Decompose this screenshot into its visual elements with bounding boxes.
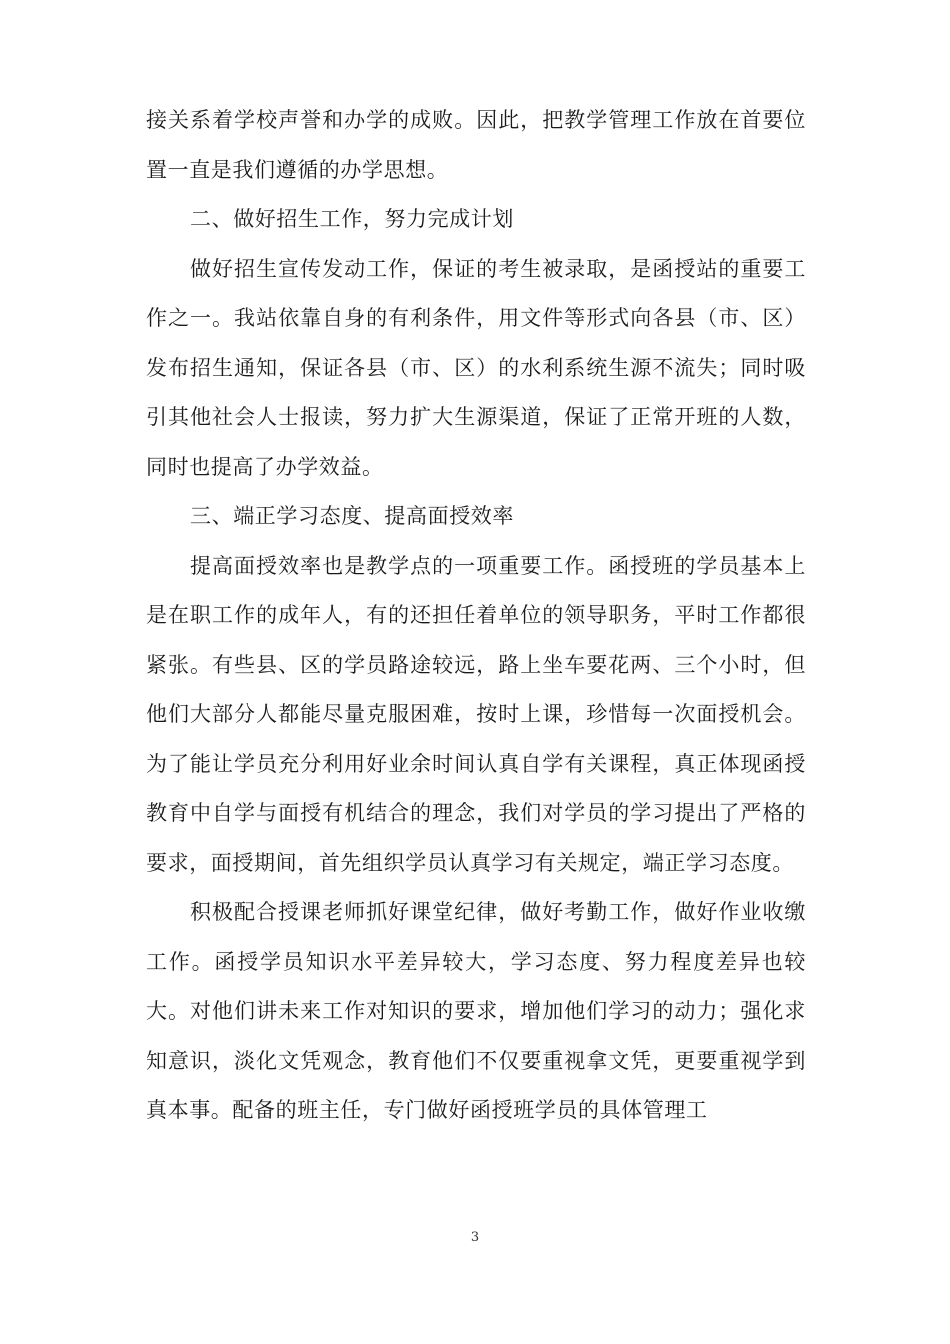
document-body bbox=[146, 96, 806, 1136]
section-heading-enrollment: 二、做好招生工作，努力完成计划 bbox=[190, 207, 514, 231]
section-heading-study-attitude: 三、端正学习态度、提高面授效率 bbox=[190, 504, 514, 528]
paragraph-continuation: 接关系着学校声誉和办学的成败。因此，把教学管理工作放在首要位置一直是我们遵循的办学思想。 bbox=[146, 108, 806, 182]
paragraph-teaching-efficiency: 提高面授效率也是教学点的一项重要工作。函授班的学员基本上是在职工作的成年人，有的还担任着单位的领导职务，平时工作都很紧张。有些县、区的学员路途较远，路上坐车要花两、三个小时，但他们大部分人都能尽量克服困难，按时上课，珍惜每一次面授机会。为了能让学员充分利用好业余时间认真自学有关课程，真正体现函授教育中自学与面授有机结合的理念，我们对学员的学习提出了严格的要求，面授期间，首先组织学员认真学习有关规定，端正学习态度。 bbox=[146, 553, 806, 875]
paragraph-enrollment: 做好招生宣传发动工作，保证的考生被录取，是函授站的重要工作之一。我站依靠自身的有利条件，用文件等形式向各县（市、区）发布招生通知，保证各县（市、区）的水利系统生源不流失；同时吸引其他社会人士报读，努力扩大生源渠道，保证了正常开班的人数，同时也提高了办学效益。 bbox=[146, 256, 806, 479]
paragraph-classroom-discipline: 积极配合授课老师抓好课堂纪律，做好考勤工作，做好作业收缴工作。函授学员知识水平差异较大，学习态度、努力程度差异也较大。对他们讲未来工作对知识的要求，增加他们学习的动力；强化求知意识，淡化文凭观念，教育他们不仅要重视拿文凭，更要重视学到真本事。配备的班主任，专门做好函授班学员的具体管理工 bbox=[146, 900, 806, 1122]
page-number: 3 bbox=[470, 1230, 480, 1245]
